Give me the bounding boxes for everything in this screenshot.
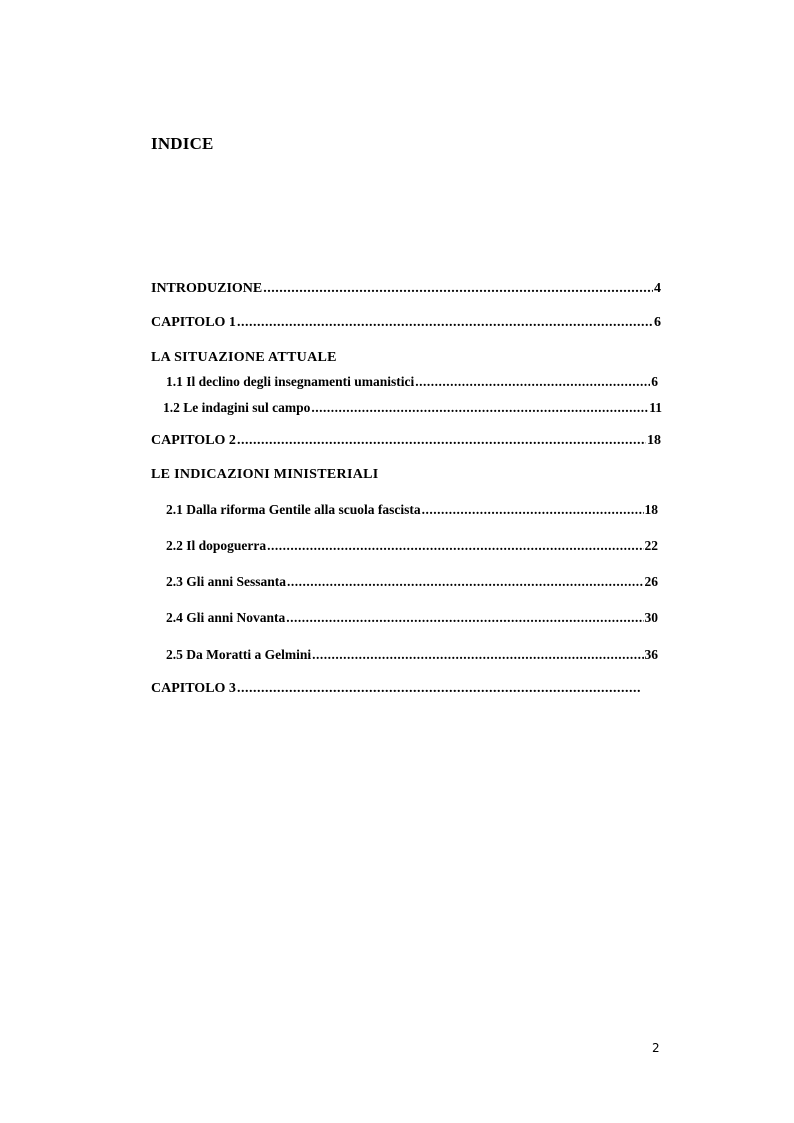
toc-entry-page: 30 (644, 610, 658, 625)
toc-entry-2-5[interactable] (166, 646, 658, 664)
dot-leader (311, 399, 648, 417)
toc-entry-page: 6 (651, 374, 658, 389)
toc-entry-1-1[interactable] (166, 373, 658, 391)
section-heading-indicazioni: LE INDICAZIONI MINISTERIALI (151, 467, 379, 482)
toc-entry-label: 2.5 Da Moratti a Gelmini (166, 647, 312, 662)
toc-entry-page: 22 (644, 538, 658, 553)
dot-leader (312, 646, 643, 664)
dot-leader (237, 314, 653, 332)
dot-leader (237, 432, 646, 450)
dot-leader (422, 501, 644, 519)
toc-entry-1-2[interactable] (163, 399, 662, 417)
toc-entry-label: 2.2 Il dopoguerra (166, 538, 267, 553)
toc-entry-page: 26 (644, 574, 658, 589)
toc-entry-page: 6 (654, 315, 661, 330)
dot-leader (263, 280, 653, 298)
toc-entry-page: 18 (647, 433, 661, 448)
toc-entry-label: CAPITOLO 3 (151, 681, 236, 696)
toc-entry-label: 2.4 Gli anni Novanta (166, 610, 286, 625)
toc-entry-page: 4 (654, 281, 661, 296)
section-heading-situazione: LA SITUAZIONE ATTUALE (151, 350, 337, 365)
toc-entry-page: 18 (644, 502, 658, 517)
toc-entry-capitolo-3[interactable] (151, 680, 641, 698)
toc-entry-2-4[interactable] (166, 609, 658, 627)
toc-entry-capitolo-1[interactable] (151, 314, 661, 332)
toc-entry-label: INTRODUZIONE (151, 281, 263, 296)
dot-leader (237, 680, 640, 698)
page-title: INDICE (151, 134, 214, 153)
dot-leader (286, 609, 643, 627)
toc-entry-label: CAPITOLO 2 (151, 433, 236, 448)
toc-entry-page: 36 (644, 647, 658, 662)
toc-entry-label: 1.2 Le indagini sul campo (163, 400, 311, 415)
toc-entry-introduzione[interactable] (151, 280, 661, 298)
toc-entry-label: 2.3 Gli anni Sessanta (166, 574, 287, 589)
toc-entry-2-1[interactable] (166, 501, 658, 519)
toc-entry-2-2[interactable] (166, 537, 658, 555)
toc-entry-capitolo-2[interactable] (151, 432, 661, 450)
toc-entry-label: 1.1 Il declino degli insegnamenti umanistici (166, 374, 415, 389)
toc-entry-label: 2.1 Dalla riforma Gentile alla scuola fascista (166, 502, 421, 517)
toc-entry-2-3[interactable] (166, 573, 658, 591)
dot-leader (415, 373, 650, 391)
toc-entry-page: 11 (649, 400, 662, 415)
page-number: 2 (652, 1041, 660, 1055)
dot-leader (267, 537, 643, 555)
toc-entry-label: CAPITOLO 1 (151, 315, 236, 330)
dot-leader (287, 573, 643, 591)
